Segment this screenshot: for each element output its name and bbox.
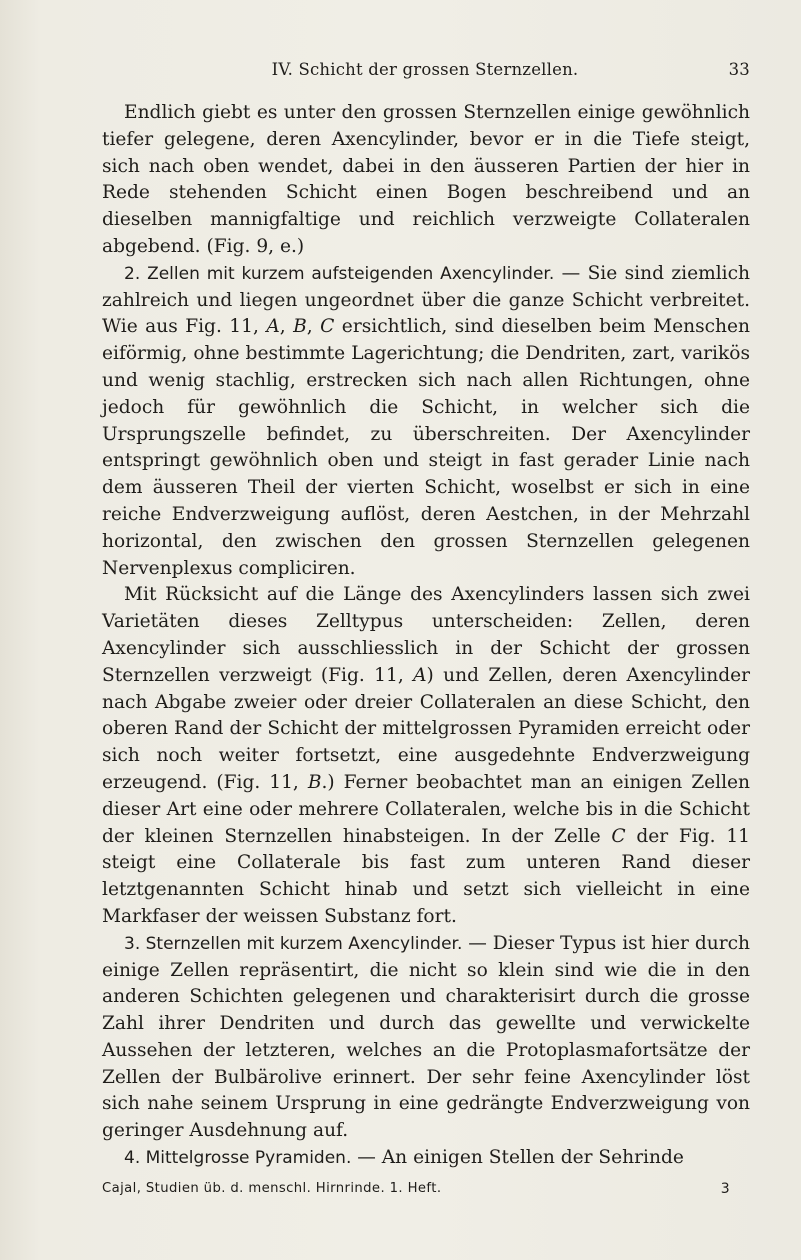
footer-signature-line	[102, 1181, 750, 1203]
footer-citation: Cajal, Studien üb. d. menschl. Hirnrinde. 1. Heft.	[102, 1181, 442, 1196]
text-run: Bogen	[446, 182, 507, 204]
text-run: ,	[306, 316, 321, 338]
text-run: .) Ferner beobachtet man an einigen Zellen dieser Art eine oder mehrere Collateralen, welche bis in die Schicht der kleinen Sternzellen hinabsteigen. In der Zelle	[102, 771, 750, 847]
signature-number: 3	[720, 1181, 730, 1197]
text-run: ) und Zellen, deren Axencylinder nach Abgabe zweier oder dreier Collateralen an diese Schicht, den oberen Rand der Schicht der mittelgrossen Pyramiden erreicht oder sich noch weiter fortsetzt, eine ausgedehnte Endverzweigung erzeugend. (Fig. 11,	[102, 664, 751, 793]
paragraph	[102, 1145, 750, 1172]
section-heading: 3. Sternzellen mit kurzem Axencylinder.	[124, 933, 463, 954]
page-number: 33	[728, 60, 750, 79]
paragraph	[102, 261, 750, 583]
running-header	[100, 60, 750, 88]
text-run: — Sie sind ziemlich zahlreich und liegen ungeordnet über die ganze Schicht verbreitet. Wie aus Fig. 11,	[102, 262, 750, 338]
section-heading: 2. Zellen mit kurzem aufsteigenden Axencylinder.	[124, 263, 555, 284]
figure-ref-letter: C	[611, 825, 626, 847]
paragraph	[102, 582, 750, 930]
text-run: ersichtlich, sind dieselben beim Menschen eiförmig, ohne bestimmte Lagerichtung; die Dendriten, zart, varikös und wenig stachlig, erstrecken sich nach allen Richtungen, ohne jedoch für gewöhnlich die Schicht, in welcher sich die Ursprungszelle befindet, zu überschreiten. Der Axencylinder entspringt gewöhnlich oben und steigt in fast gerader Linie nach dem äusseren Theil der vierten Schicht, woselbst er sich in eine reiche Endverzweigung auflöst, deren Aestchen, in der Mehrzahl horizontal, den zwischen den grossen Sternzellen gelegenen Nervenplexus compliciren.	[102, 316, 750, 579]
text-run: — Dieser Typus ist hier durch einige Zellen repräsentirt, die nicht so klein sind wie die in den anderen Schichten gelegenen und charakterisirt durch die grosse Zahl ihrer Dendriten und durch das gewellte und verwickelte Aussehen der letzteren, welches an die Protoplasmafortsätze der Zellen der Bulbärolive erinnert. Der sehr feine Axencylinder löst sich nahe seinem Ursprung in eine gedrängte Endverzweigung von geringer Ausdehnung auf.	[102, 932, 750, 1142]
figure-ref-letter: C	[320, 316, 335, 338]
figure-ref-letter: B	[307, 771, 322, 793]
paragraph	[102, 100, 750, 261]
text-run: ,	[279, 316, 294, 338]
paragraph	[102, 931, 750, 1145]
text-run: Mit Rücksicht auf die Länge des Axencylinders lassen sich zwei Varietäten dieses Zelltypus unterscheiden: Zellen, deren Axencylinder sich ausschliesslich in der Schicht der grossen Sternzellen verzweigt (Fig. 11,	[102, 584, 750, 686]
text-run: der Fig. 11 steigt eine Collaterale bis fast zum unteren Rand dieser letztgenannten Schicht hinab und setzt sich vielleicht in eine Markfaser der weissen Substanz fort.	[102, 825, 750, 927]
text-run: Endlich giebt es unter den grossen Sternzellen einige gewöhnlich tiefer gelegene, deren Axencylinder, bevor er in die Tiefe steigt, sich nach oben wendet, dabei in den äusseren Partien der hier in Rede stehenden Schicht einen	[102, 102, 750, 204]
figure-ref-letter: A	[413, 664, 427, 686]
figure-ref-letter: A	[266, 316, 280, 338]
text-run: — An einigen Stellen der Sehrinde	[351, 1147, 684, 1169]
text-run: beschreibend und an dieselben mannigfaltige und reichlich verzweigte Collateralen abgebend. (Fig. 9, e.)	[102, 182, 751, 257]
section-heading: 4. Mittelgrosse Pyramiden.	[124, 1148, 352, 1169]
figure-ref-letter: B	[293, 316, 307, 338]
body-text	[102, 100, 750, 1172]
chapter-title: IV. Schicht der grossen Sternzellen.	[271, 60, 579, 79]
